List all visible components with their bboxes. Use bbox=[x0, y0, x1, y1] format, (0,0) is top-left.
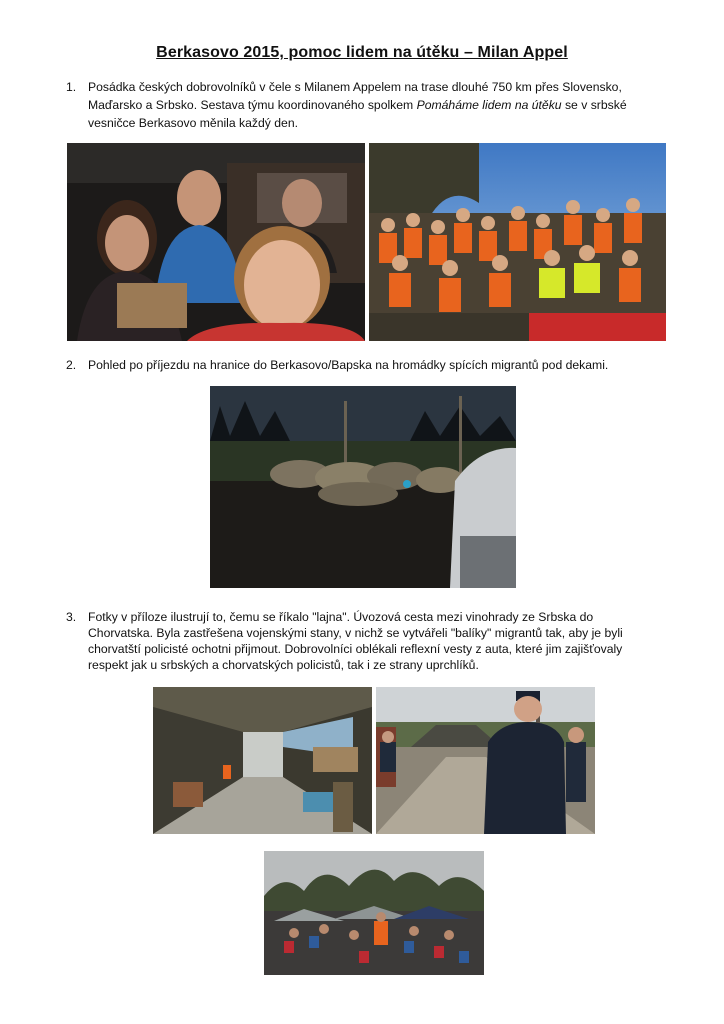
text-line: vesničce Berkasovo měnila každý den. bbox=[88, 116, 299, 130]
document-title: Berkasovo 2015, pomoc lidem na útěku – Milan Appel bbox=[156, 44, 568, 61]
photo-military-tent bbox=[153, 687, 372, 834]
text-line: respekt jak u srbských a chorvatských policistů, tak i ze strany uprchlíků. bbox=[88, 658, 479, 672]
text-line bbox=[88, 96, 627, 114]
list-item-text bbox=[88, 608, 623, 674]
list-item-text bbox=[88, 78, 627, 132]
text-line: Pohled po příjezdu na hranice do Berkasovo/Bapska na hromádky spících migrantů pod dekami. bbox=[88, 358, 609, 372]
text-line: chorvatští policisté ochotni přijmout. Dobrovolníci oblékali reflexní vesty z auta, které jim zajišťovaly bbox=[88, 642, 623, 656]
text-line: Chorvatska. Byla zastřešena vojenskými stany, v nichž se vytvářeli "balíky" migrantů tak, aby je byli bbox=[88, 626, 623, 640]
organization-name: Pomáháme lidem na útěku bbox=[416, 98, 562, 112]
text-line: Posádka českých dobrovolníků v čele s Milanem Appelem na trase dlouhé 750 km přes Slovensko, bbox=[88, 80, 622, 94]
photo-police-officers bbox=[376, 687, 595, 834]
text-span: Maďarsko a Srbsko. Sestava týmu koordinovaného spolkem bbox=[88, 98, 417, 112]
photo-migrant-crowd bbox=[264, 851, 484, 975]
text-span: se v srbské bbox=[561, 98, 627, 112]
list-number: 1. bbox=[66, 80, 77, 94]
list-number: 3. bbox=[66, 610, 77, 624]
photo-sleeping-migrants bbox=[210, 386, 516, 588]
list-item-text bbox=[88, 356, 608, 374]
list-number: 2. bbox=[66, 358, 77, 372]
photo-volunteer-group bbox=[369, 143, 666, 341]
photo-car-crew bbox=[67, 143, 365, 341]
text-line: Fotky v příloze ilustrují to, čemu se říkalo "lajna". Úvozová cesta mezi vinohrady ze Srbska do bbox=[88, 610, 594, 624]
